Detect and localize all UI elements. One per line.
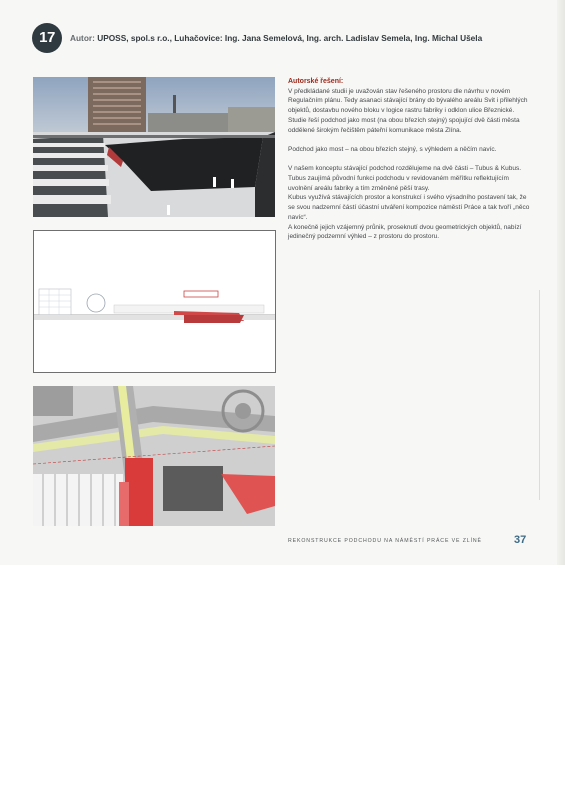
rendering-illustration [33, 77, 275, 217]
author-label: Autor: [70, 33, 95, 43]
author-text: UPOSS, spol.s r.o., Luhačovice: Ing. Jana Semelová, Ing. arch. Ladislav Semela, Ing. Michal Ušela [97, 33, 483, 43]
margin-rule [539, 290, 540, 500]
page-number: 37 [514, 534, 527, 546]
entry-number-badge: 17 [32, 23, 62, 53]
rendering-photo [33, 77, 275, 217]
paragraph: V našem konceptu stávající podchod rozdělujeme na dvě části – Tubus & Kubus. [288, 165, 522, 173]
section-heading: Autorské řešení: [288, 78, 344, 85]
paragraph: V předkládané studii je uvažován stav řešeného prostoru dle návrhu v novém Regulačním plánu. Tedy asanaci stávající brány do bývalého areálu Svit i přilehlých objektů, dostavbu nového bloku v logice rastru fabriky i odklon ulice Březnické. [288, 87, 528, 115]
running-title: REKONSTRUKCE PODCHODU NA NÁMĚSTÍ PRÁCE VE ZLÍNĚ [288, 538, 482, 544]
scan-edge [557, 0, 565, 565]
section-illustration [34, 231, 275, 372]
cross-section-drawing [33, 230, 276, 373]
paragraph: Podchod jako most – na obou březích stejný, s výhledem a něčím navíc. [288, 145, 497, 153]
blank-scan-area [0, 565, 565, 800]
paragraph: Studie řeší podchod jako most (na obou březích stejný) spojující dvě části města oddělené širokým řečištěm páteřní komunikace města Zlína. [288, 116, 520, 134]
description-column [288, 77, 533, 242]
paragraph: Kubus využívá stávajících prostor a konstrukcí i svého výsadního postavení tak, že se svou nadzemní částí účastní utváření kompozice náměstí Práce a tak tvoří „něco navíc“. [288, 194, 530, 221]
paragraph: Tubus zaujímá původní funkci podchodu v revidovaném měřítku reflektujícím uvolnění areálu fabriky a tím změněné pěší trasy. [288, 175, 509, 192]
site-plan-illustration [33, 386, 275, 526]
paragraph: A konečně jejich vzájemný průnik, proseknutí dvou geometrických objektů, nabízí jedinečný podzemní výhled – z prostoru do prostoru. [288, 223, 522, 241]
author-line [70, 33, 540, 43]
site-plan-drawing [33, 386, 275, 526]
